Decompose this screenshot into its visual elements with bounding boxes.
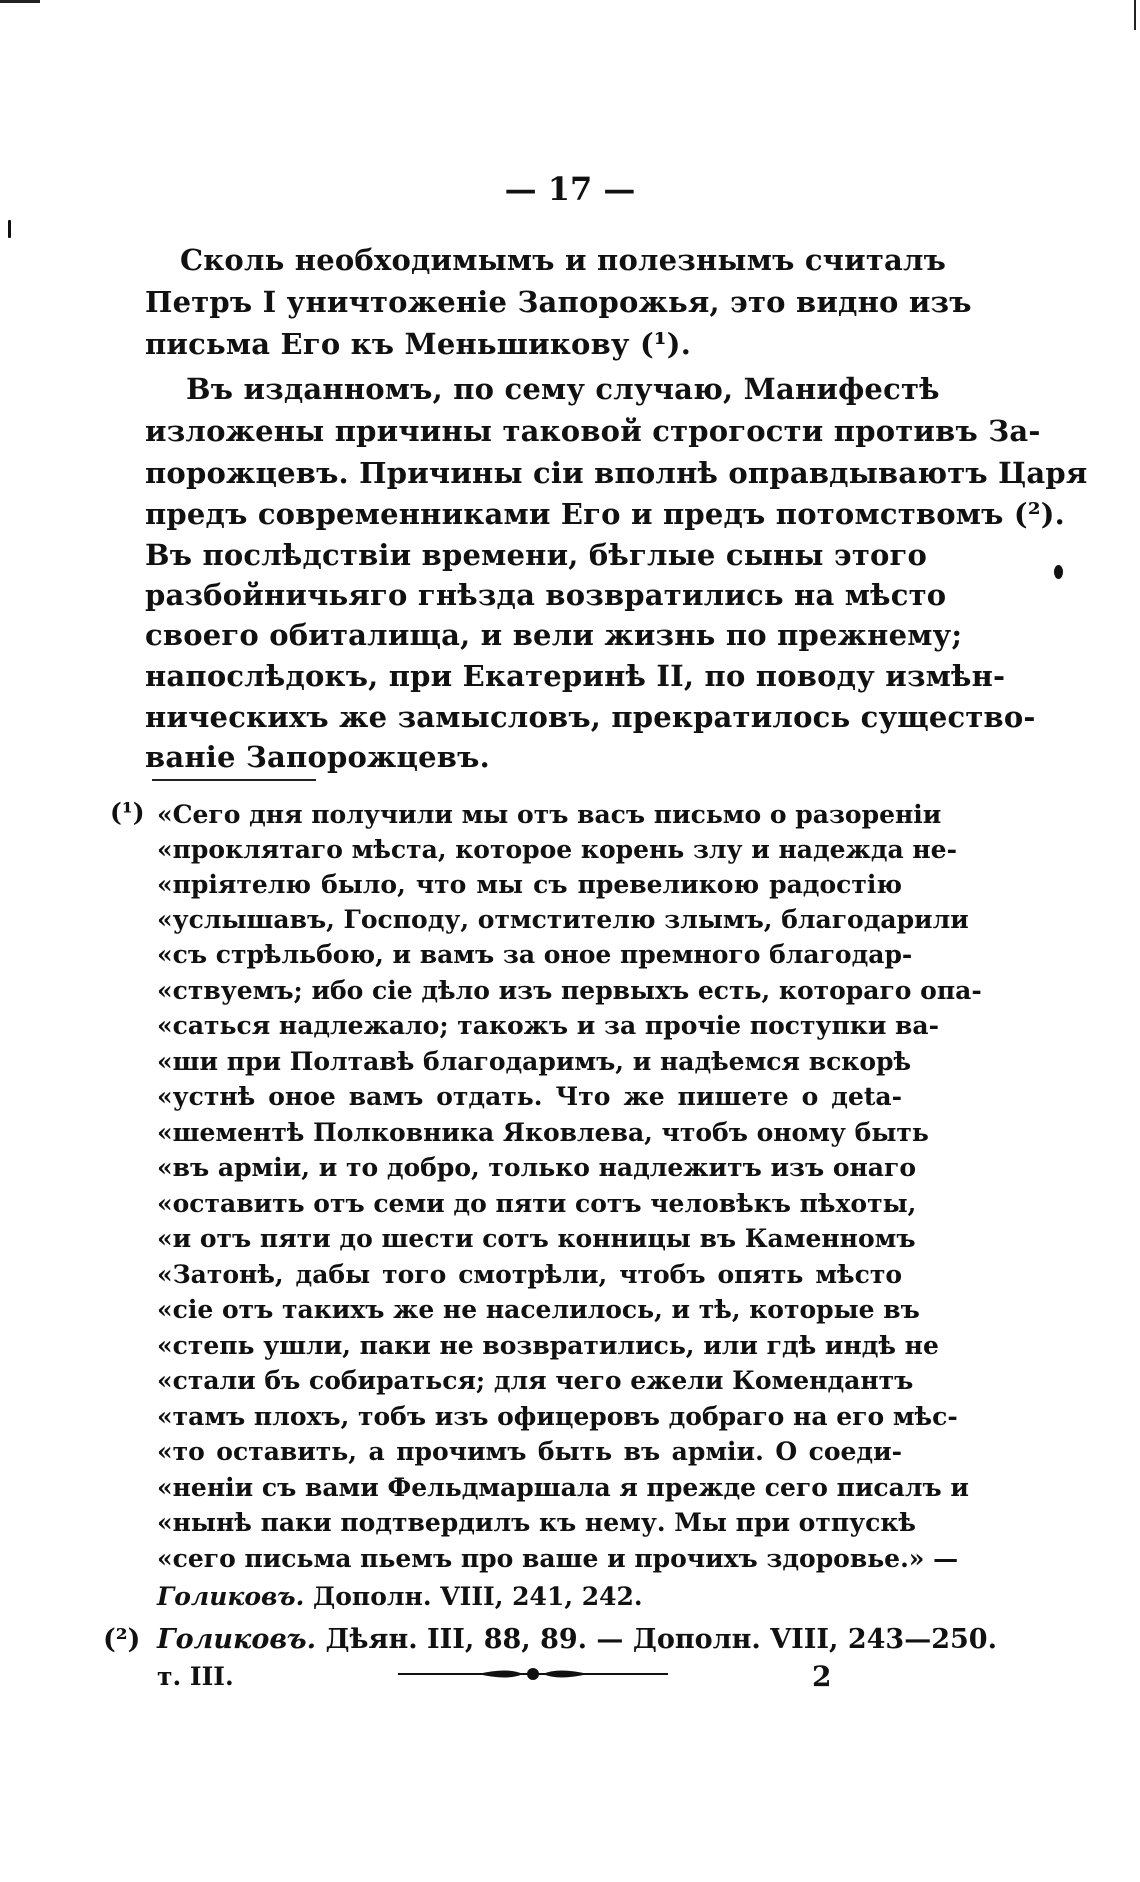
text-line: Петръ I уничтоженіе Запорожья, это видно изъ [145,285,972,319]
text-line: ническихъ же замысловъ, прекратилось существо- [145,700,1036,734]
footnote-line: «оставить отъ семи до пяти сотъ человѣкъ пѣхоты, [157,1189,917,1218]
footnote-line: «ствуемъ; ибо сіе дѣло изъ первыхъ есть, котораго опа- [157,976,982,1005]
footnote-line: «степь ушли, паки не возвратились, или гдѣ индѣ не [157,1331,939,1360]
footnote-line: «саться надлежало; такожъ и за прочіе поступки ва- [157,1011,940,1040]
footnote-2-source [157,1624,997,1655]
ink-speck [8,220,11,238]
scan-edge-mark-top-left [0,0,40,3]
text-line: Въ послѣдствіи времени, бѣглые сыны этого [145,538,928,572]
sheet-number: 2 [812,1660,832,1693]
text-line: разбойничьяго гнѣзда возвратились на мѣсто [145,578,947,612]
footnote-line: «сего письма пьемъ про ваше и прочихъ здоровье.» — [157,1544,959,1573]
tail-ornament [398,1664,668,1684]
scan-edge-mark-top-right [1134,0,1136,30]
text-line: Сколь необходимымъ и полезнымъ считалъ [180,243,947,277]
ink-speck [1054,565,1063,579]
text-line: ваніе Запорожцевъ. [145,740,490,774]
footnote-line: «тамъ плохъ, тобъ изъ офицеровъ добраго на его мѣс- [157,1402,958,1431]
footnote-line: «пріятелю было, что мы съ превеликою радостію [157,870,902,899]
footnote-line: «услышавъ, Господу, отмстителю злымъ, благодарили [157,905,969,934]
footnote-line: «нынѣ паки подтвердилъ къ нему. Мы при отпускѣ [157,1508,917,1537]
footnote-line: «въ арміи, и то добро, только надлежитъ изъ онаго [157,1153,916,1182]
footnote-1-marker: (¹) [110,798,145,827]
footnote-1-source [157,1582,643,1611]
footnote-line: «ши при Полтавѣ благодаримъ, и надѣемся вскорѣ [157,1047,912,1076]
footnote-rule [152,779,316,781]
footnote-line: «неніи съ вами Фельдмаршала я прежде сего писалъ и [157,1473,969,1502]
footnote-2-marker: (²) [103,1624,141,1655]
volume-signature: т. III. [157,1662,234,1691]
footnote-line: «Затонѣ, дабы того смотрѣли, чтобъ опять мѣсто [157,1260,902,1289]
footnote-2-source-author: Голиковъ. [157,1624,317,1655]
text-line: своего обиталища, и вели жизнь по прежнему; [145,618,963,652]
text-line: изложены причины таковой строгости противъ За- [145,414,1041,448]
footnote-line: «сіе отъ такихъ же не населилось, и тѣ, которые въ [157,1295,920,1324]
text-line: предъ современниками Его и предъ потомствомъ (²). [145,497,1065,531]
page-number-header: — 17 — [504,170,636,208]
text-line: порожцевъ. Причины сіи вполнѣ оправдываютъ Царя [145,456,1088,490]
footnote-1-source-ref: Дополн. VIII, 241, 242. [313,1582,643,1611]
text-line: Въ изданномъ, по сему случаю, Манифестѣ [186,372,940,406]
footnote-line: «и отъ пяти до шести сотъ конницы въ Каменномъ [157,1224,916,1253]
footnote-line: «съ стрѣльбою, и вамъ за оное премного благодар- [157,940,913,969]
footnote-2-source-ref: Дѣян. III, 88, 89. — Дополн. VIII, 243—250. [325,1624,997,1655]
footnote-line: «устнѣ оное вамъ отдать. Что же пишете о деta- [157,1082,902,1111]
footnote-line: «проклятаго мѣста, которое корень злу и надежда не- [157,835,957,864]
text-line: напослѣдокъ, при Екатеринѣ II, по поводу измѣн- [145,659,1006,693]
footnote-line: «стали бъ собираться; для чего ежели Комендантъ [157,1366,914,1395]
footnote-line: «шементѣ Полковника Яковлева, чтобъ оному быть [157,1118,929,1147]
text-line: письма Его къ Меньшикову (¹). [145,327,692,361]
footnote-1-source-author: Голиковъ. [157,1582,305,1611]
footnote-line: «то оставить, а прочимъ быть въ арміи. О соеди- [157,1437,902,1466]
footnote-line: «Сего дня получили мы отъ васъ письмо о разореніи [157,800,942,829]
